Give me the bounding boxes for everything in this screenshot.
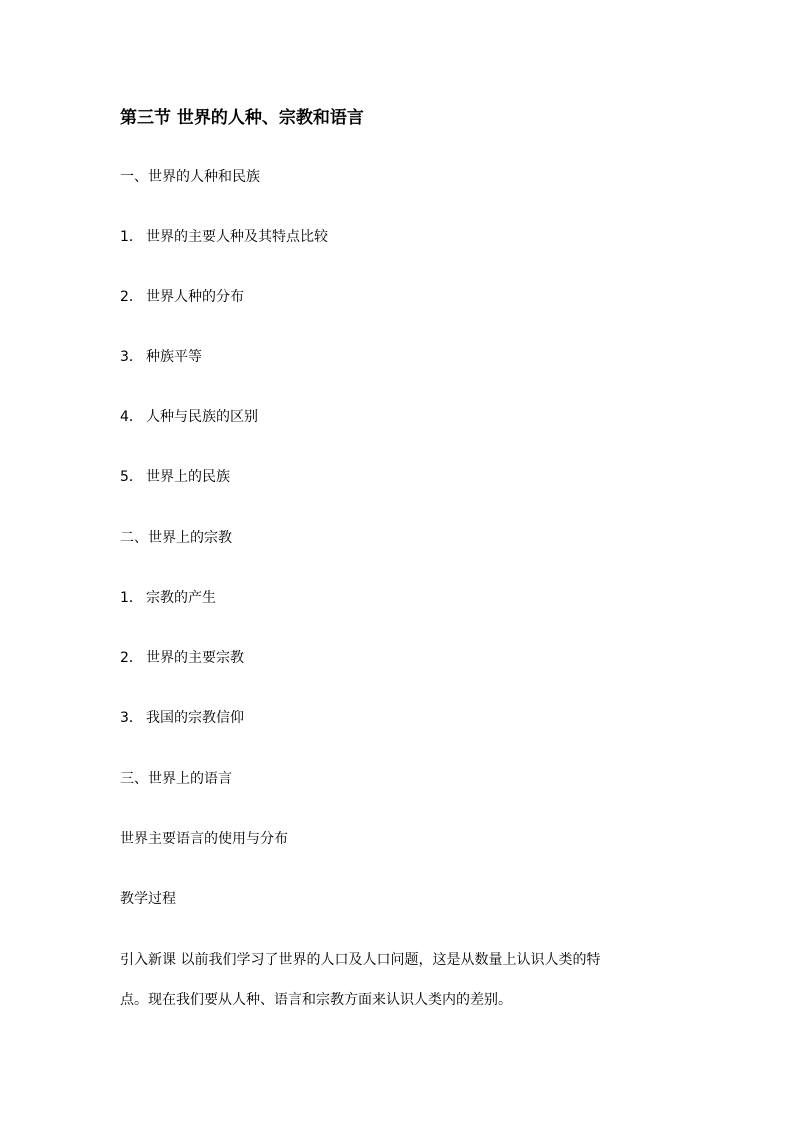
item-number: 3． — [120, 349, 143, 365]
list-item — [120, 407, 258, 427]
list-item — [120, 287, 244, 307]
item-number: 1． — [120, 229, 143, 245]
page-title: 第三节 世界的人种、宗教和语言 — [120, 108, 364, 128]
item-number: 2． — [120, 289, 143, 305]
list-item — [120, 227, 328, 247]
section-heading-3: 三、世界上的语言 — [120, 771, 232, 787]
item-text: 我国的宗教信仰 — [146, 710, 244, 726]
section-heading-1: 一、世界的人种和民族 — [120, 169, 260, 185]
paragraph-line-2: 点。现在我们要从人种、语言和宗教方面来认识人类内的差别。 — [120, 992, 512, 1008]
item-text: 世界上的民族 — [146, 469, 230, 485]
item-number: 5． — [120, 469, 143, 485]
item-text: 宗教的产生 — [146, 590, 216, 606]
process-heading: 教学过程 — [120, 891, 176, 907]
item-number: 4． — [120, 409, 143, 425]
section-line: 世界主要语言的使用与分布 — [120, 831, 288, 847]
list-item — [120, 467, 230, 487]
item-text: 人种与民族的区别 — [146, 409, 258, 425]
list-item — [120, 648, 244, 668]
item-number: 1． — [120, 590, 143, 606]
section-heading-2: 二、世界上的宗教 — [120, 530, 232, 546]
list-item — [120, 347, 202, 367]
item-text: 世界的主要宗教 — [146, 650, 244, 666]
list-item — [120, 708, 244, 728]
item-number: 3． — [120, 710, 143, 726]
item-text: 世界的主要人种及其特点比较 — [146, 229, 328, 245]
item-text: 种族平等 — [146, 349, 202, 365]
item-text: 世界人种的分布 — [146, 289, 244, 305]
paragraph-line-1: 引入新课 以前我们学习了世界的人口及人口问题，这是从数量上认识人类的特 — [120, 952, 601, 968]
list-item — [120, 588, 216, 608]
item-number: 2． — [120, 650, 143, 666]
